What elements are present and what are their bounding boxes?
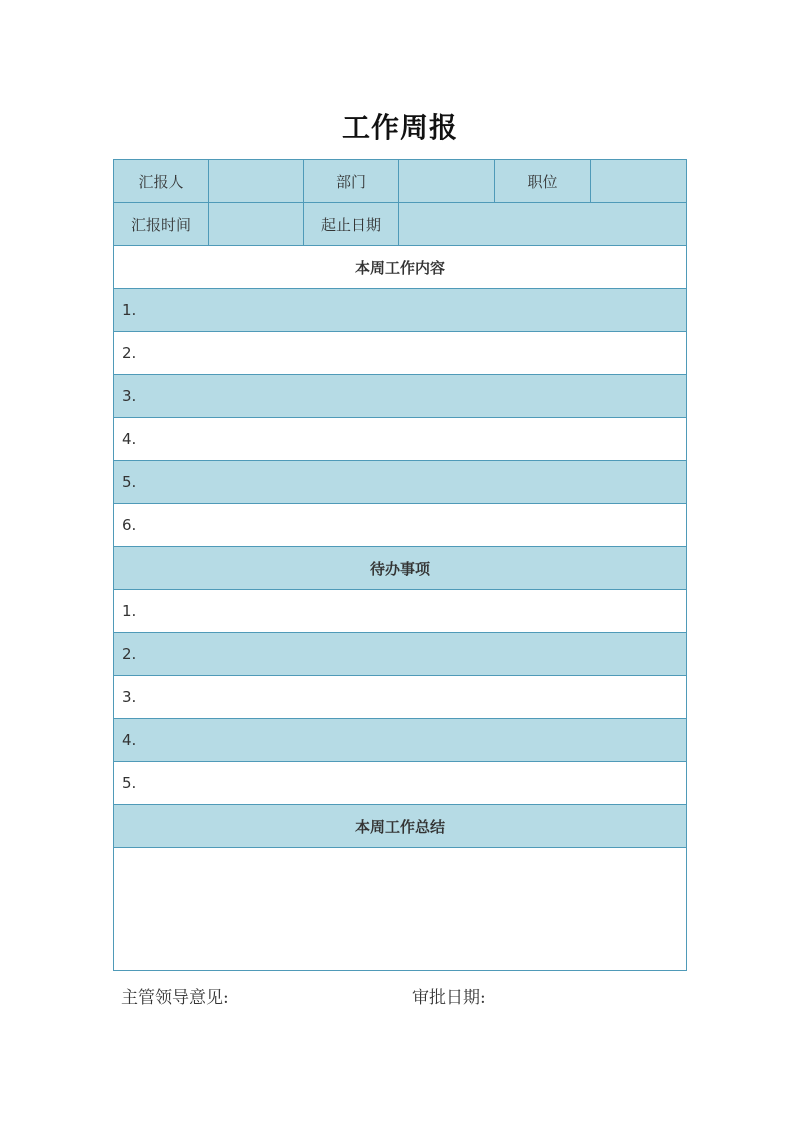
work-item-row <box>114 461 687 504</box>
department-field[interactable] <box>399 160 495 203</box>
work-item-row <box>114 332 687 375</box>
weekly-report-table <box>113 159 687 971</box>
approval-date-label: 审批日期: <box>412 988 486 1008</box>
todo-item-row <box>114 762 687 805</box>
work-item-5[interactable]: 5. <box>114 461 687 504</box>
todo-section-title: 待办事项 <box>114 547 687 590</box>
todo-item-5[interactable]: 5. <box>114 762 687 805</box>
report-time-field[interactable] <box>209 203 304 246</box>
todo-item-row <box>114 676 687 719</box>
todo-item-row <box>114 633 687 676</box>
todo-item-row <box>114 590 687 633</box>
position-label: 职位 <box>495 160 591 203</box>
work-item-2[interactable]: 2. <box>114 332 687 375</box>
todo-item-1[interactable]: 1. <box>114 590 687 633</box>
report-time-label: 汇报时间 <box>114 203 209 246</box>
work-content-header-row <box>114 246 687 289</box>
work-item-3[interactable]: 3. <box>114 375 687 418</box>
reporter-label: 汇报人 <box>114 160 209 203</box>
summary-content-area[interactable] <box>114 848 687 971</box>
header-row-1 <box>114 160 687 203</box>
work-item-4[interactable]: 4. <box>114 418 687 461</box>
work-item-1[interactable]: 1. <box>114 289 687 332</box>
todo-item-2[interactable]: 2. <box>114 633 687 676</box>
work-item-6[interactable]: 6. <box>114 504 687 547</box>
page-title: 工作周报 <box>341 111 458 144</box>
todo-item-row <box>114 719 687 762</box>
position-field[interactable] <box>591 160 687 203</box>
supervisor-opinion-label: 主管领导意见: <box>121 988 229 1008</box>
work-content-section-title: 本周工作内容 <box>114 246 687 289</box>
reporter-field[interactable] <box>209 160 304 203</box>
work-item-row <box>114 375 687 418</box>
todo-item-4[interactable]: 4. <box>114 719 687 762</box>
summary-content-row <box>114 848 687 971</box>
date-range-label: 起止日期 <box>304 203 399 246</box>
summary-section-title: 本周工作总结 <box>114 805 687 848</box>
work-item-row <box>114 504 687 547</box>
header-row-2 <box>114 203 687 246</box>
department-label: 部门 <box>304 160 399 203</box>
todo-header-row <box>114 547 687 590</box>
work-item-row <box>114 418 687 461</box>
summary-header-row <box>114 805 687 848</box>
date-range-field[interactable] <box>399 203 687 246</box>
work-item-row <box>114 289 687 332</box>
todo-item-3[interactable]: 3. <box>114 676 687 719</box>
